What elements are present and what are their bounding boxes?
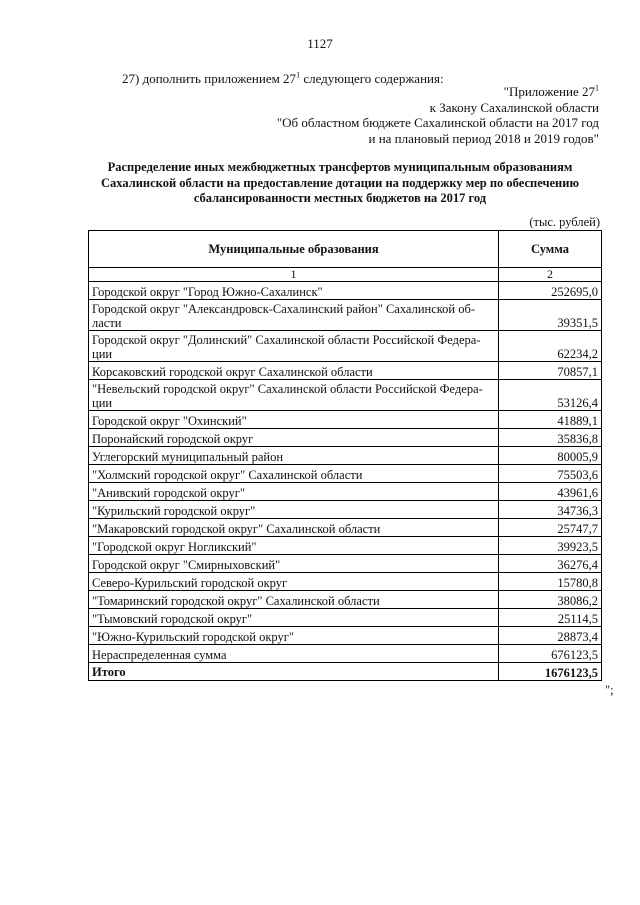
appendix-line-4: и на плановый период 2018 и 2019 годов" — [368, 130, 599, 146]
amount-value: 41889,1 — [499, 411, 602, 429]
table-row — [89, 447, 602, 465]
amount-value: 28873,4 — [499, 627, 602, 645]
table-row — [89, 282, 602, 300]
amount-value: 70857,1 — [499, 362, 602, 380]
table-row — [89, 627, 602, 645]
total-value: 1676123,5 — [499, 663, 602, 681]
table-row — [89, 300, 602, 331]
intro-before: 27) дополнить приложением 27 — [122, 71, 297, 86]
amount-value: 53126,4 — [499, 380, 602, 411]
appendix-sup: 1 — [595, 83, 599, 93]
table-row — [89, 519, 602, 537]
table-row — [89, 429, 602, 447]
municipality-name: "Городской округ Ногликский" — [89, 537, 499, 555]
header-amount: Сумма — [499, 231, 602, 268]
amount-value: 15780,8 — [499, 573, 602, 591]
appendix-label: "Приложение 27 — [503, 84, 595, 99]
municipality-name: Углегорский муниципальный район — [89, 447, 499, 465]
total-row — [89, 663, 602, 681]
units-label: (тыс. рублей) — [529, 215, 600, 229]
municipality-name: Городской округ "Охинский" — [89, 411, 499, 429]
appendix-line-2: к Закону Сахалинской области — [429, 99, 599, 115]
municipality-name: Городской округ "Город Южно-Сахалинск" — [89, 282, 499, 300]
municipality-name: Городской округ "Долинский" Сахалинской области Российской Федера-ции — [89, 331, 499, 362]
amount-value: 62234,2 — [499, 331, 602, 362]
total-label: Итого — [89, 663, 499, 681]
table-row — [89, 331, 602, 362]
intro-after: следующего содержания: — [300, 71, 444, 86]
amount-value: 39923,5 — [499, 537, 602, 555]
column-index-2: 2 — [499, 268, 602, 282]
table-row — [89, 555, 602, 573]
amount-value: 75503,6 — [499, 465, 602, 483]
amount-value: 25114,5 — [499, 609, 602, 627]
header-municipality: Муниципальные образования — [89, 231, 499, 268]
amount-value: 36276,4 — [499, 555, 602, 573]
municipality-name: Нераспределенная сумма — [89, 645, 499, 663]
municipality-name: "Тымовский городской округ" — [89, 609, 499, 627]
municipality-name: "Анивский городской округ" — [89, 483, 499, 501]
table-row — [89, 501, 602, 519]
column-index-1: 1 — [89, 268, 499, 282]
table-row — [89, 591, 602, 609]
table-row — [89, 645, 602, 663]
amount-value: 39351,5 — [499, 300, 602, 331]
table-row — [89, 609, 602, 627]
municipality-name: Поронайский городской округ — [89, 429, 499, 447]
table-row — [89, 483, 602, 501]
municipality-name: "Южно-Курильский городской округ" — [89, 627, 499, 645]
table-row — [89, 465, 602, 483]
column-index-row — [89, 268, 602, 282]
transfers-table — [88, 230, 602, 681]
amount-value: 38086,2 — [499, 591, 602, 609]
table-header-row — [89, 231, 602, 268]
title-line-2: Сахалинской области на предоставление дотации на поддержку мер по обеспечению — [100, 175, 580, 190]
amount-value: 34736,3 — [499, 501, 602, 519]
title-line-1: Распределение иных межбюджетных трансфертов муниципальным образованиям — [107, 160, 573, 174]
table-row — [89, 362, 602, 380]
table-row — [89, 380, 602, 411]
table-row — [89, 573, 602, 591]
appendix-line-1 — [199, 84, 599, 100]
table-row — [89, 537, 602, 555]
municipality-name: Северо-Курильский городской округ — [89, 573, 499, 591]
amount-value: 43961,6 — [499, 483, 602, 501]
amount-value: 676123,5 — [499, 645, 602, 663]
municipality-name: Городской округ "Смирныховский" — [89, 555, 499, 573]
municipality-name: "Курильский городской округ" — [89, 501, 499, 519]
document-title — [70, 160, 610, 207]
municipality-name: Городской округ "Александровск-Сахалинский район" Сахалинской об-ласти — [89, 300, 499, 331]
municipality-name: "Невельский городской округ" Сахалинской области Российской Федера-ции — [89, 380, 499, 411]
page-number: 1127 — [307, 36, 333, 51]
municipality-name: "Макаровский городской округ" Сахалинской области — [89, 519, 499, 537]
appendix-line-3: "Об областном бюджете Сахалинской области на 2017 год — [276, 115, 599, 130]
title-line-3: сбалансированности местных бюджетов на 2017 год — [193, 191, 487, 205]
amount-value: 25747,7 — [499, 519, 602, 537]
amount-value: 80005,9 — [499, 447, 602, 465]
amount-value: 252695,0 — [499, 282, 602, 300]
municipality-name: "Холмский городской округ" Сахалинской области — [89, 465, 499, 483]
intro-sup: 1 — [296, 70, 301, 80]
table-row — [89, 411, 602, 429]
municipality-name: Корсаковский городской округ Сахалинской области — [89, 362, 499, 380]
appendix-header — [199, 84, 599, 146]
amount-value: 35836,8 — [499, 429, 602, 447]
closing-mark: "; — [605, 683, 614, 697]
municipality-name: "Томаринский городской округ" Сахалинской области — [89, 591, 499, 609]
